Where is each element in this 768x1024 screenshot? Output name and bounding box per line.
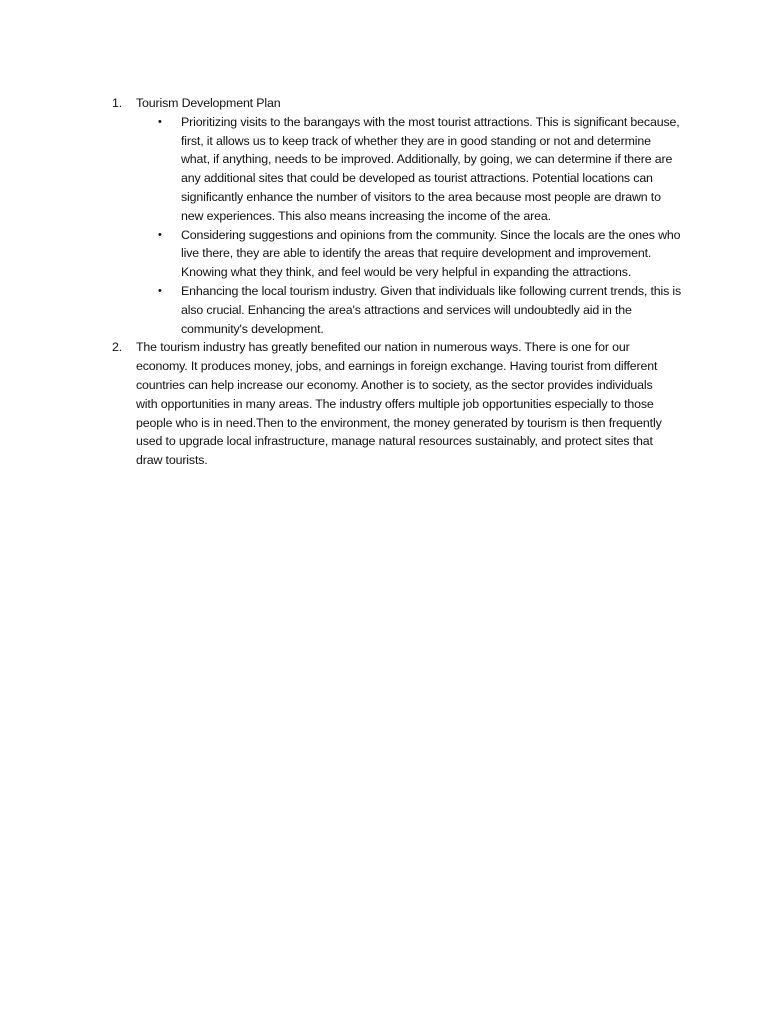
bullet-item-3 (136, 282, 682, 338)
bullet-item-2 (136, 226, 682, 282)
bullet-icon: • (158, 284, 162, 297)
document-body (112, 94, 682, 470)
numbered-item-1 (112, 94, 682, 338)
item-1-number: 1. (112, 96, 123, 110)
numbered-item-2 (112, 338, 682, 470)
bullet-text-1: Prioritizing visits to the barangays with the most tourist attractions. This is significant because, first, it allows us to keep track of whether they are in good standing or not and determine what, if anything, needs to be improved. Additionally, by going, we can determine if there are any additional sites that could be developed as tourist attractions. Potential locations can significantly enhance the number of visitors to the area because most people are drawn to new experiences. This also means increasing the income of the area. (181, 114, 680, 223)
item-1-title: Tourism Development Plan (136, 96, 281, 110)
bullet-text-3: Enhancing the local tourism industry. Given that individuals like following current trends, this is also crucial. Enhancing the area's attractions and services will undoubtedly aid in the community's development. (181, 283, 682, 336)
bullet-item-1 (136, 113, 682, 226)
bullet-icon: • (158, 228, 162, 241)
bullet-text-2: Considering suggestions and opinions from the community. Since the locals are the ones who live there, they are able to identify the areas that require development and improvement. Knowing what they think, and feel would be very helpful in expanding the attractions. (181, 227, 681, 280)
item-2-text: The tourism industry has greatly benefited our nation in numerous ways. There is one for our economy. It produces money, jobs, and earnings in foreign exchange. Having tourist from different countries can help increase our economy. Another is to society, as the sector provides individuals with opportunities in many areas. The industry offers multiple job opportunities especially to those people who is in need.Then to the environment, the money generated by tourism is then frequently used to upgrade local infrastructure, manage natural resources sustainably, and protect sites that draw tourists. (136, 340, 662, 468)
item-2-number: 2. (112, 340, 123, 355)
bullet-icon: • (158, 115, 162, 128)
bullet-list (136, 113, 682, 339)
